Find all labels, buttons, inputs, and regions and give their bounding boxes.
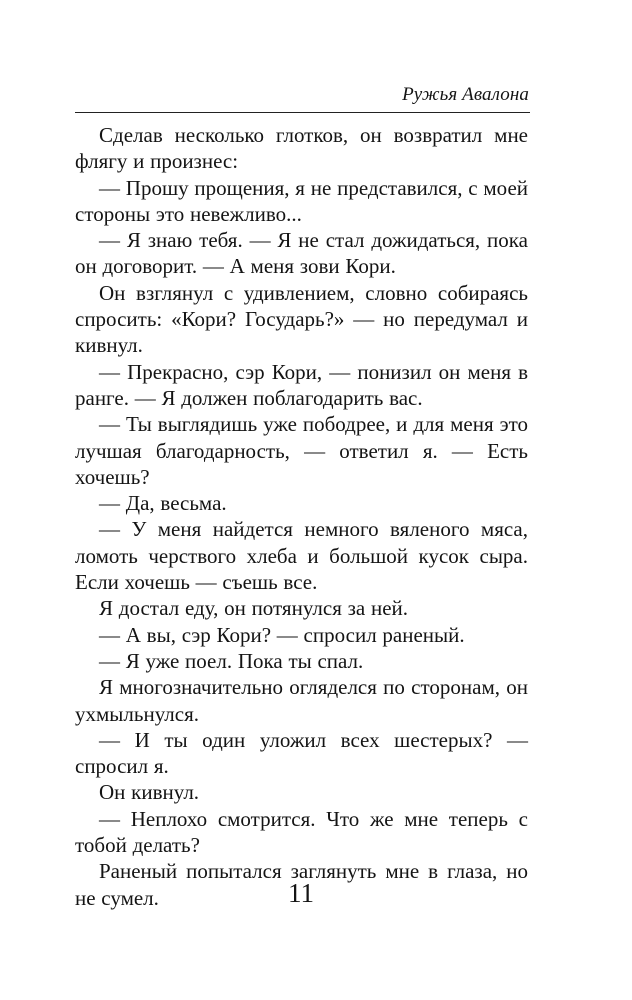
paragraph: — Я уже поел. Пока ты спал. bbox=[99, 648, 364, 673]
paragraph: — А вы, сэр Кори? — спросил раненый. bbox=[99, 622, 465, 647]
paragraph: — И ты один уложил всех шестерых? — спросил я. bbox=[75, 727, 528, 779]
paragraph: — Прекрасно, сэр Кори, — понизил он меня в ранге. — Я должен поблагодарить вас. bbox=[75, 359, 528, 410]
paragraph: — Прошу прощения, я не представился, с моей стороны это невежливо... bbox=[75, 175, 528, 226]
paragraph: — У меня найдется немного вяленого мяса, ломоть черствого хлеба и большой кусок сыра. Если хочешь — съешь все. bbox=[75, 517, 528, 595]
paragraph: — Неплохо смотрится. Что же мне теперь с тобой делать? bbox=[75, 806, 528, 858]
running-header: Ружья Авалона bbox=[402, 84, 529, 105]
body-text bbox=[75, 122, 528, 911]
paragraph: — Ты выглядишь уже пободрее, и для меня это лучшая благодарность, — ответил я. — Есть хочешь? bbox=[75, 412, 528, 489]
header-rule bbox=[75, 112, 530, 113]
paragraph: — Я знаю тебя. — Я не стал дожидаться, пока он договорит. — А меня зови Кори. bbox=[75, 228, 528, 279]
paragraph: Я многозначительно огляделся по сторонам, он ухмыльнулся. bbox=[75, 675, 528, 726]
paragraph: Он кивнул. bbox=[99, 780, 200, 805]
paragraph: Я достал еду, он потянулся за ней. bbox=[99, 596, 409, 621]
paragraph: Сделав несколько глотков, он возвратил мне флягу и произнес: bbox=[75, 123, 528, 174]
paragraph: Он взглянул с удивлением, словно собираясь спросить: «Кори? Государь?» — но передумал и кивнул. bbox=[75, 280, 528, 358]
paragraph: Раненый попытался заглянуть мне в глаза, но не сумел. bbox=[75, 859, 528, 910]
page-number: 11 bbox=[288, 878, 314, 908]
paragraph: — Да, весьма. bbox=[99, 491, 227, 516]
